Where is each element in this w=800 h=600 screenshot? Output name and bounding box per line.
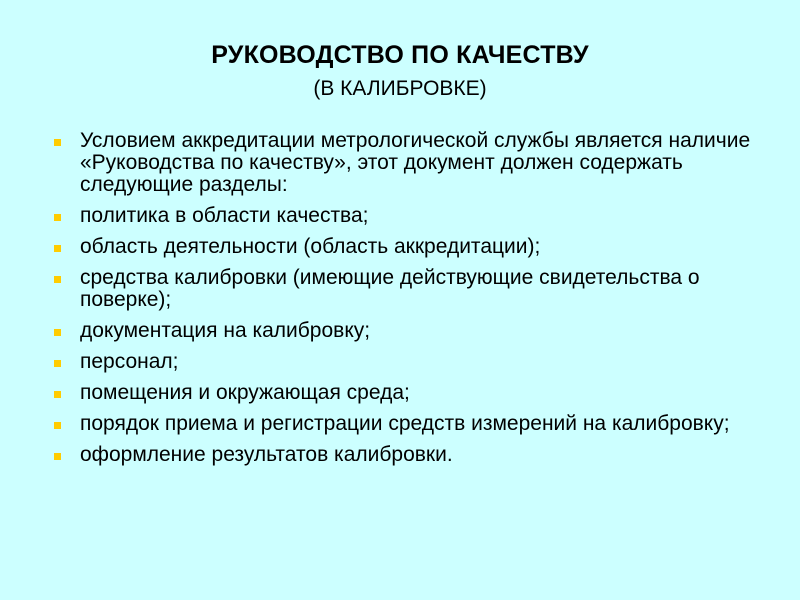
list-item-text: область деятельности (область аккредитации); [80, 235, 541, 258]
list-item [54, 351, 774, 373]
square-bullet-icon [54, 245, 61, 252]
square-bullet-icon [54, 453, 61, 460]
square-bullet-icon [54, 391, 61, 398]
list-item [54, 382, 774, 404]
list-item [54, 444, 774, 466]
list-item [54, 320, 774, 342]
list-item-text: помещения и окружающая среда; [80, 381, 410, 404]
list-item [54, 236, 774, 258]
list-item [54, 205, 774, 227]
list-item-text: средства калибровки (имеющие действующие свидетельства о поверке); [80, 266, 700, 311]
list-item-text: политика в области качества; [80, 204, 369, 227]
list-item-text: персонал; [80, 350, 179, 373]
square-bullet-icon [54, 276, 61, 283]
bullet-list [54, 130, 774, 475]
list-item-text: документация на калибровку; [80, 319, 371, 342]
slide-title: РУКОВОДСТВО ПО КАЧЕСТВУ [211, 41, 589, 69]
list-item-text: Условием аккредитации метрологической службы является наличие «Руководства по качеству», этот документ должен содержать следующие разделы: [80, 129, 751, 196]
title-block [0, 38, 800, 104]
square-bullet-icon [54, 329, 61, 336]
list-item-text: порядок приема и регистрации средств измерений на калибровку; [80, 412, 730, 435]
list-item [54, 267, 774, 311]
slide-subtitle: (В КАЛИБРОВКЕ) [313, 77, 487, 100]
square-bullet-icon [54, 360, 61, 367]
square-bullet-icon [54, 422, 61, 429]
list-item [54, 130, 774, 196]
list-item [54, 413, 774, 435]
square-bullet-icon [54, 139, 61, 146]
square-bullet-icon [54, 214, 61, 221]
list-item-text: оформление результатов калибровки. [80, 443, 453, 466]
